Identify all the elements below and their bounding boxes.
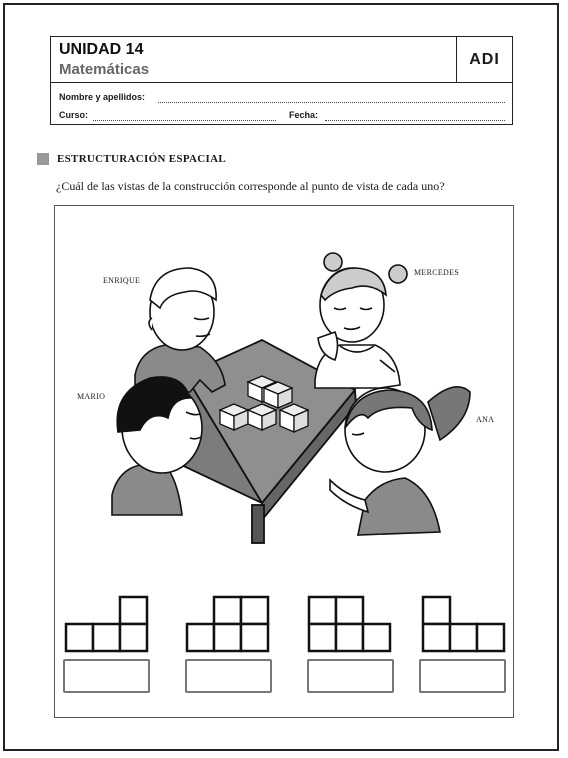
label-ana: ANA [476,415,495,424]
name-label: Nombre y apellidos: [59,92,146,102]
view-option-2 [187,597,268,651]
course-label: Curso: [59,110,88,120]
answer-box-2[interactable] [185,659,272,693]
label-mario: MARIO [77,392,106,401]
date-label: Fecha: [289,110,319,120]
answer-box-1[interactable] [63,659,150,693]
view-option-1 [66,597,147,651]
answer-box-4[interactable] [419,659,506,693]
view-option-3 [309,597,390,651]
subject-title: Matemáticas [59,61,150,78]
label-mercedes: MERCEDES [414,268,460,277]
view-option-4 [423,597,504,651]
section-title: ESTRUCTURACIÓN ESPACIAL [57,153,226,165]
label-enrique: ENRIQUE [103,276,141,285]
level-badge: ADI [456,37,512,82]
question-text: ¿Cuál de las vistas de la construcción corresponde al punto de vista de cada uno? [56,179,445,193]
unit-title: UNIDAD 14 [59,41,144,58]
answer-box-3[interactable] [307,659,394,693]
